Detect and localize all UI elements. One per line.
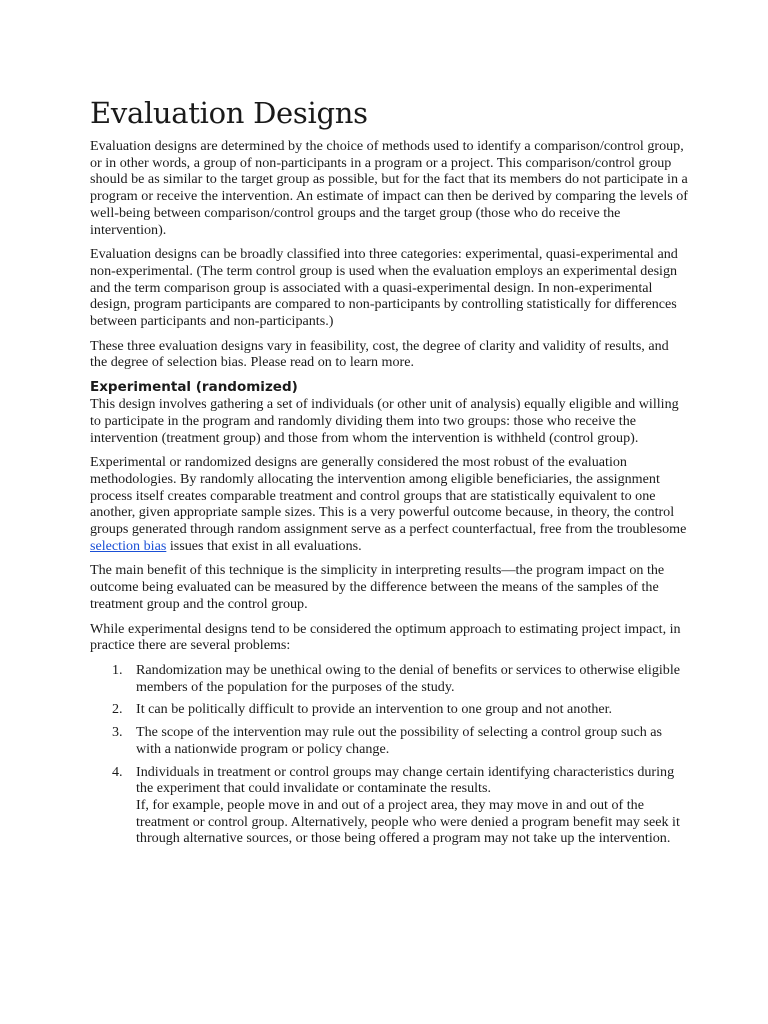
list-item-extra-text: If, for example, people move in and out of a project area, they may move in and out of the treatment or control group. Alternatively, people who were denied a program benefit may seek it through alternative sources, or those being offered a program may not take up the intervention. — [136, 796, 680, 847]
list-item-number: 1. — [112, 661, 123, 678]
experimental-paragraph-2 — [90, 454, 688, 554]
experimental-paragraph-4: While experimental designs tend to be considered the optimum approach to estimating project impact, in practice there are several problems: — [90, 620, 681, 654]
intro-paragraph-3: These three evaluation designs vary in feasibility, cost, the degree of clarity and validity of results, and the degree of selection bias. Please read on to learn more. — [90, 337, 669, 371]
page-title: Evaluation Designs — [90, 96, 368, 130]
experimental-paragraph-3: The main benefit of this technique is the simplicity in interpreting results—the program impact on the outcome being evaluated can be measured by the difference between the means of the samples of the treatment group and the control group. — [90, 562, 665, 612]
selection-bias-link[interactable]: selection bias — [90, 537, 167, 554]
intro-paragraph-2: Evaluation designs can be broadly classified into three categories: experimental, quasi-experimental and non-experimental. (The term control group is used when the evaluation employs an experimental design and the term comparison group is associated with a quasi-experimental design. In non-experimental design, program participants are compared to non-participants by controlling statistically for differences between participants and non-participants.) — [90, 246, 678, 330]
list-item-text: Individuals in treatment or control groups may change certain identifying characteristics during the experiment that could invalidate or contaminate the results. — [136, 763, 675, 797]
section-heading-experimental: Experimental (randomized) — [90, 379, 298, 396]
intro-paragraph-1: Evaluation designs are determined by the choice of methods used to identify a comparison/control group, or in other words, a group of non-participants in a program or a project. This comparison/control group should be as similar to the target group as possible, but for the fact that its members do not participate in a program or receive the intervention. An estimate of impact can then be derived by comparing the levels of well-being between comparison/control groups and the target group (those who do receive the intervention). — [90, 138, 688, 238]
problems-list — [90, 662, 688, 847]
list-item — [90, 701, 688, 718]
list-item-number: 4. — [112, 763, 123, 780]
document-page — [90, 96, 688, 853]
list-item-number: 3. — [112, 724, 123, 741]
list-item-text: It can be politically difficult to provide an intervention to one group and not another. — [136, 701, 613, 718]
list-item-text: Randomization may be unethical owing to the denial of benefits or services to otherwise eligible members of the population for the purposes of the study. — [136, 661, 681, 695]
experimental-paragraph-2-text-a: Experimental or randomized designs are generally considered the most robust of the evaluation methodologies. By randomly allocating the intervention among eligible beneficiaries, the assignment process itself creates comparable treatment and control groups that are statistically equivalent to one another, given appropriate sample sizes. This is a very powerful outcome because, in theory, the control groups generated through random assignment serve as a perfect counterfactual, free from the troublesome — [90, 454, 687, 538]
experimental-paragraph-1: This design involves gathering a set of individuals (or other unit of analysis) equally eligible and willing to participate in the program and randomly dividing them into two groups: those who receive the intervention (treatment group) and those from whom the intervention is withheld (control group). — [90, 396, 679, 446]
list-item-number: 2. — [112, 701, 123, 718]
list-item — [90, 764, 688, 848]
list-item — [90, 662, 688, 695]
experimental-paragraph-2-text-b: issues that exist in all evaluations. — [166, 537, 362, 554]
list-item-text: The scope of the intervention may rule out the possibility of selecting a control group such as with a nationwide program or policy change. — [136, 724, 663, 757]
list-item — [90, 724, 688, 757]
